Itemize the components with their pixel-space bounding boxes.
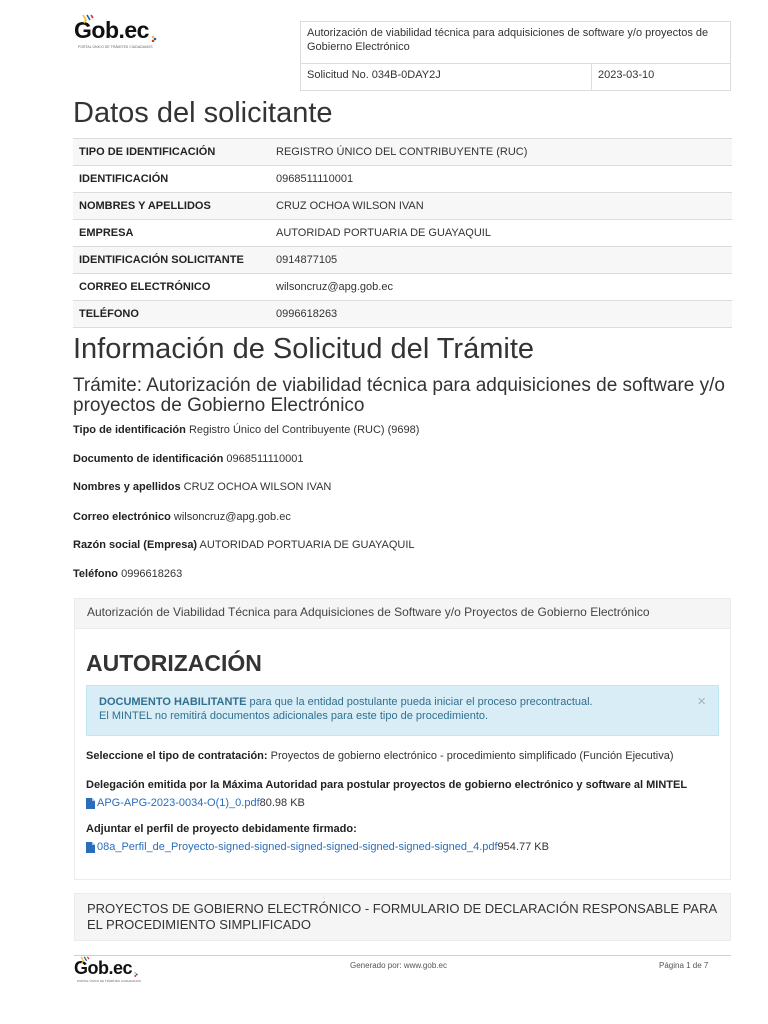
profile-file-size: 954.77 KB [497, 841, 549, 853]
flag-mark-icon [80, 956, 90, 964]
declaration-panel-heading: PROYECTOS DE GOBIERNO ELECTRÓNICO - FORMULARIO DE DECLARACIÓN RESPONSABLE PARA EL PROCEDIMIENTO SIMPLIFICADO [74, 893, 731, 941]
footer-generated: Generado por: www.gob.ec [350, 961, 447, 970]
contract-type-value: Proyectos de gobierno electrónico - procedimiento simplificado (Función Ejecutiva) [270, 750, 674, 762]
authorization-panel-heading: Autorización de Viabilidad Técnica para Adquisiciones de Software y/o Proyectos de Gobierno Electrónico [74, 598, 731, 629]
field-value: 0968511110001 [226, 453, 304, 465]
logo-brand: Gob.ec [74, 17, 149, 43]
field-full-name [73, 481, 331, 493]
row-key: TIPO DE IDENTIFICACIÓN [73, 139, 270, 166]
logo-dots-icon [150, 32, 158, 42]
delegation-label: Delegación emitida por la Máxima Autoridad para postular proyectos de gobierno electrónico y software al MINTEL [86, 779, 688, 791]
logo-dots-icon [133, 969, 139, 977]
row-value: REGISTRO ÚNICO DEL CONTRIBUYENTE (RUC) [270, 139, 732, 166]
row-value: wilsoncruz@apg.gob.ec [270, 274, 732, 301]
table-row [73, 274, 732, 301]
flag-mark-icon [82, 14, 94, 24]
close-icon[interactable]: × [697, 693, 706, 710]
table-row [73, 193, 732, 220]
profile-attachment [86, 841, 549, 853]
request-number: Solicitud No. 034B-0DAY2J [301, 64, 592, 91]
contract-type-label: Seleccione el tipo de contratación: [86, 750, 268, 762]
row-value: 0996618263 [270, 301, 732, 328]
delegation-file-link[interactable]: APG-APG-2023-0034-O(1)_0.pdf [97, 797, 260, 809]
section-title-request-info: Información de Solicitud del Trámite [73, 333, 534, 365]
section-title-applicant: Datos del solicitante [73, 97, 333, 129]
field-label: Correo electrónico [73, 511, 171, 523]
file-icon [86, 798, 95, 809]
alert-text: para que la entidad postulante pueda iniciar el proceso precontractual. [249, 696, 593, 708]
row-value: 0968511110001 [270, 166, 732, 193]
profile-label: Adjuntar el perfil de proyecto debidamente firmado: [86, 823, 357, 835]
info-alert [86, 685, 719, 736]
field-label: Razón social (Empresa) [73, 539, 198, 551]
logo-tagline: PORTAL ÚNICO DE TRÁMITES CIUDADANOS [78, 45, 153, 49]
field-label: Teléfono [73, 568, 119, 580]
alert-strong: DOCUMENTO HABILITANTE [99, 696, 247, 708]
applicant-table [73, 138, 732, 328]
field-id-type [73, 424, 419, 436]
table-row [73, 301, 732, 328]
field-label: Documento de identificación [73, 453, 224, 465]
footer-divider [74, 955, 731, 956]
gobec-logo [74, 17, 158, 49]
field-id-document [73, 453, 304, 465]
request-date: 2023-03-10 [592, 64, 731, 91]
delegation-attachment [86, 797, 305, 809]
table-row [73, 166, 732, 193]
field-email [73, 511, 291, 523]
alert-line-2: El MINTEL no remitirá documentos adicionales para este tipo de procedimiento. [99, 710, 489, 722]
file-icon [86, 842, 95, 853]
gobec-logo-footer [74, 958, 141, 983]
alert-line-1 [99, 695, 706, 709]
row-value: CRUZ OCHOA WILSON IVAN [270, 193, 732, 220]
field-value: CRUZ OCHOA WILSON IVAN [183, 481, 332, 493]
request-header-table [300, 21, 731, 91]
field-value: AUTORIDAD PORTUARIA DE GUAYAQUIL [199, 539, 415, 551]
procedure-title: Autorización de viabilidad técnica para adquisiciones de software y/o proyectos de Gobierno Electrónico [301, 22, 731, 64]
table-row [73, 139, 732, 166]
row-key: IDENTIFICACIÓN [73, 166, 270, 193]
row-value: AUTORIDAD PORTUARIA DE GUAYAQUIL [270, 220, 732, 247]
row-key: TELÉFONO [73, 301, 270, 328]
field-value: 0996618263 [121, 568, 183, 580]
contract-type [86, 750, 674, 762]
field-company [73, 539, 415, 551]
delegation-file-size: 80.98 KB [259, 797, 305, 809]
row-key: EMPRESA [73, 220, 270, 247]
authorization-title: AUTORIZACIÓN [86, 650, 262, 676]
row-key: CORREO ELECTRÓNICO [73, 274, 270, 301]
table-row [73, 220, 732, 247]
logo-tagline: PORTAL ÚNICO DE TRÁMITES CIUDADANOS [77, 979, 141, 983]
field-label: Tipo de identificación [73, 424, 186, 436]
row-key: IDENTIFICACIÓN SOLICITANTE [73, 247, 270, 274]
table-row [73, 247, 732, 274]
logo-brand: Gob.ec [74, 958, 133, 978]
field-label: Nombres y apellidos [73, 481, 181, 493]
field-value: wilsoncruz@apg.gob.ec [173, 511, 291, 523]
procedure-subtitle: Trámite: Autorización de viabilidad técnica para adquisiciones de software y/o proyectos de Gobierno Electrónico [73, 375, 725, 416]
profile-file-link[interactable]: 08a_Perfil_de_Proyecto-signed-signed-signed-signed-signed-signed-signed_4.pdf [97, 841, 498, 853]
field-value: Registro Único del Contribuyente (RUC) (9698) [188, 424, 420, 436]
row-key: NOMBRES Y APELLIDOS [73, 193, 270, 220]
field-phone [73, 568, 182, 580]
footer-page-number: Página 1 de 7 [659, 961, 709, 970]
row-value: 0914877105 [270, 247, 732, 274]
